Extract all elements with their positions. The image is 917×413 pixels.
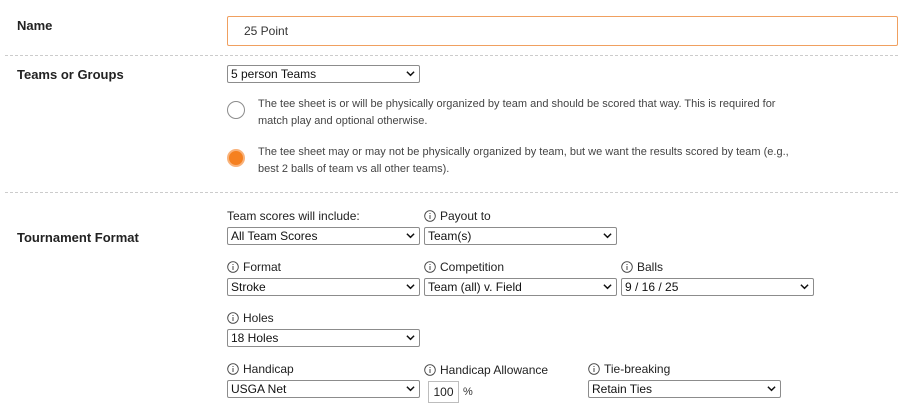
format-select[interactable] — [227, 278, 420, 296]
info-icon[interactable] — [424, 261, 436, 273]
info-icon[interactable] — [588, 363, 600, 375]
info-icon[interactable] — [424, 210, 436, 222]
radio-scored-by-team[interactable] — [227, 149, 245, 167]
balls-value: 9 / 16 / 25 — [625, 280, 679, 294]
chevron-down-icon — [406, 282, 415, 291]
format-value: Stroke — [231, 280, 266, 294]
team-scores-value: All Team Scores — [231, 229, 318, 243]
percent-sign: % — [463, 386, 473, 398]
payout-value: Team(s) — [428, 229, 472, 243]
info-icon[interactable] — [227, 261, 239, 273]
format-label: Format — [227, 260, 281, 274]
holes-label: Holes — [227, 311, 274, 325]
holes-value: 18 Holes — [231, 331, 279, 345]
teams-label: Teams or Groups — [17, 67, 124, 82]
handicap-label: Handicap — [227, 362, 294, 376]
tournament-format-label: Tournament Format — [17, 230, 139, 245]
balls-select[interactable] — [621, 278, 814, 296]
competition-select[interactable] — [424, 278, 617, 296]
name-input[interactable] — [227, 16, 898, 46]
chevron-down-icon — [767, 384, 776, 393]
handicap-select[interactable] — [227, 380, 420, 398]
chevron-down-icon — [603, 231, 612, 240]
chevron-down-icon — [406, 333, 415, 342]
info-icon[interactable] — [424, 364, 436, 376]
name-label: Name — [17, 18, 53, 33]
balls-label: Balls — [621, 260, 663, 274]
info-icon[interactable] — [621, 261, 633, 273]
info-icon[interactable] — [227, 312, 239, 324]
handicap-allowance-label: Handicap Allowance — [424, 363, 548, 377]
chevron-down-icon — [800, 282, 809, 291]
radio-scored-by-team-label: The tee sheet may or may not be physically organized by team, but we want the results scored by team (e.g., best 2 balls of team vs all other teams). — [258, 146, 789, 175]
payout-select[interactable] — [424, 227, 617, 245]
section-divider — [5, 192, 898, 193]
section-divider — [5, 55, 898, 56]
team-scores-select[interactable] — [227, 227, 420, 245]
chevron-down-icon — [603, 282, 612, 291]
teams-select-value: 5 person Teams — [231, 67, 317, 81]
radio-organized-by-team-label: The tee sheet is or will be physically organized by team and should be scored that way. This is required for match play and optional otherwise. — [258, 98, 776, 127]
payout-label: Payout to — [424, 209, 491, 223]
competition-label: Competition — [424, 260, 504, 274]
chevron-down-icon — [406, 69, 415, 78]
chevron-down-icon — [406, 231, 415, 240]
handicap-allowance-input[interactable]: 100 — [428, 381, 459, 403]
tie-breaking-select[interactable] — [588, 380, 781, 398]
tie-breaking-value: Retain Ties — [592, 382, 653, 396]
team-scores-label: Team scores will include: — [227, 209, 360, 223]
competition-value: Team (all) v. Field — [428, 280, 522, 294]
info-icon[interactable] — [227, 363, 239, 375]
handicap-value: USGA Net — [231, 382, 287, 396]
chevron-down-icon — [406, 384, 415, 393]
tie-breaking-label: Tie-breaking — [588, 362, 670, 376]
teams-select[interactable] — [227, 65, 420, 83]
radio-organized-by-team[interactable] — [227, 101, 245, 119]
holes-select[interactable] — [227, 329, 420, 347]
